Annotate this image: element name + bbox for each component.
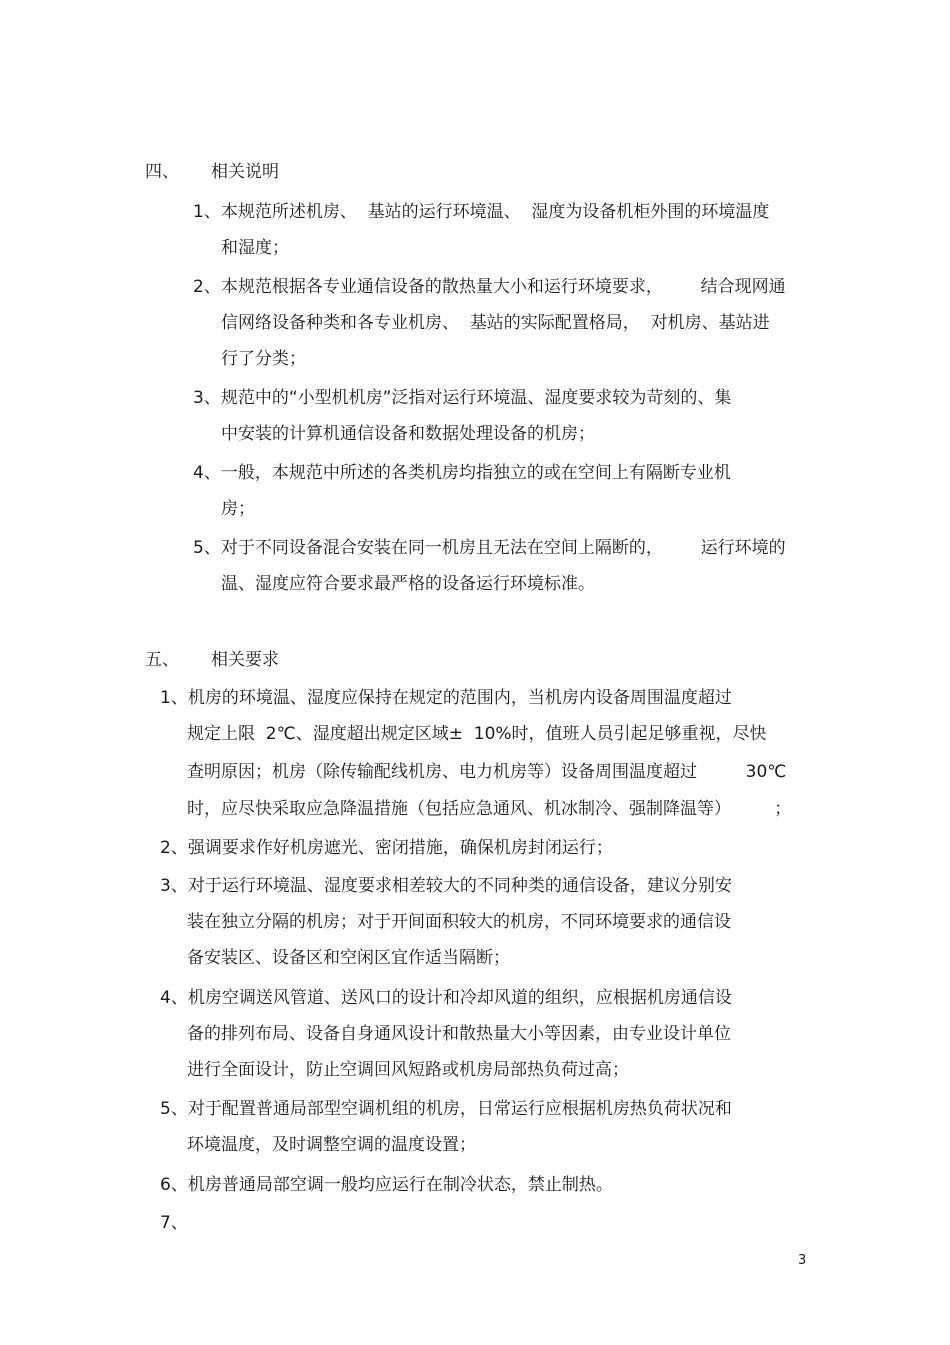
section-5-item-3-line-2: 装在独立分隔的机房；对于开间面积较大的机房，不同环境要求的通信设 bbox=[187, 912, 731, 932]
section-4-item-4-line-2: 房； bbox=[221, 499, 255, 519]
section-5-item-4-line-2: 备的排列布局、设备自身通风设计和散热量大小等因素，由专业设计单位 bbox=[187, 1024, 731, 1044]
section-5-item-1-line-4: 时，应尽快采取应急降温措施（包括应急通风、机冰制冷、强制降温等） ； bbox=[187, 799, 792, 819]
section-5-item-1-line-1: 1、机房的环境温、湿度应保持在规定的范围内，当机房内设备周围温度超过 bbox=[160, 688, 732, 708]
section-5-item-1-line-2: 规定上限 2℃、湿度超出规定区域± 10%时，值班人员引起足够重视，尽快 bbox=[187, 724, 767, 744]
section-5-item-4-line-3: 进行全面设计，防止空调回风短路或机房局部热负荷过高； bbox=[187, 1060, 629, 1080]
section-4-item-5-line-1: 5、对于不同设备混合安装在同一机房且无法在空间上隔断的， 运行环境的 bbox=[193, 538, 786, 558]
section-5-item-5-line-2: 环境温度，及时调整空调的温度设置； bbox=[187, 1135, 476, 1155]
section-4-number: 四、 bbox=[145, 162, 179, 182]
section-5-item-3-line-3: 备安装区、设备区和空闲区宜作适当隔断； bbox=[187, 948, 510, 968]
section-4-item-2-line-3: 行了分类； bbox=[221, 349, 306, 369]
section-4-item-3-line-2: 中安装的计算机通信设备和数据处理设备的机房； bbox=[221, 424, 595, 444]
section-4-item-5-line-2: 温、湿度应符合要求最严格的设备运行环境标准。 bbox=[221, 574, 595, 594]
section-4-item-4-line-1: 4、一般，本规范中所述的各类机房均指独立的或在空间上有隔断专业机 bbox=[193, 463, 731, 483]
section-4-item-2-line-2: 信网络设备种类和各专业机房、 基站的实际配置格局， 对机房、基站进 bbox=[221, 313, 770, 333]
section-5-number: 五、 bbox=[145, 650, 179, 670]
section-4-item-2-line-1: 2、本规范根据各专业通信设备的散热量大小和运行环境要求， 结合现网通 bbox=[193, 277, 786, 297]
section-5-item-3-line-1: 3、对于运行环境温、湿度要求相差较大的不同种类的通信设备，建议分别安 bbox=[160, 876, 732, 896]
section-4-title: 相关说明 bbox=[211, 162, 279, 182]
section-4-item-1-line-2: 和湿度； bbox=[221, 238, 289, 258]
page-number: 3 bbox=[798, 1253, 807, 1268]
section-5-item-2-line-1: 2、强调要求作好机房遮光、密闭措施，确保机房封闭运行； bbox=[160, 838, 613, 858]
section-5-item-4-line-1: 4、机房空调送风管道、送风口的设计和冷却风道的组织，应根据机房通信设 bbox=[160, 988, 732, 1008]
section-5-item-7-line-1: 7、 bbox=[160, 1213, 188, 1233]
section-5-item-6-line-1: 6、机房普通局部空调一般均应运行在制冷状态，禁止制热。 bbox=[160, 1175, 613, 1195]
section-5-item-5-line-1: 5、对于配置普通局部型空调机组的机房，日常运行应根据机房热负荷状况和 bbox=[160, 1099, 732, 1119]
section-4-item-3-line-1: 3、规范中的“小型机机房”泛指对运行环境温、湿度要求较为苛刻的、集 bbox=[193, 388, 732, 408]
section-4-item-1-line-1: 1、本规范所述机房、 基站的运行环境温、 湿度为设备机柜外围的环境温度 bbox=[193, 202, 770, 222]
section-5-title: 相关要求 bbox=[211, 650, 279, 670]
section-5-item-1-line-3: 查明原因；机房（除传输配线机房、电力机房等）设备周围温度超过 30℃ bbox=[187, 762, 787, 782]
